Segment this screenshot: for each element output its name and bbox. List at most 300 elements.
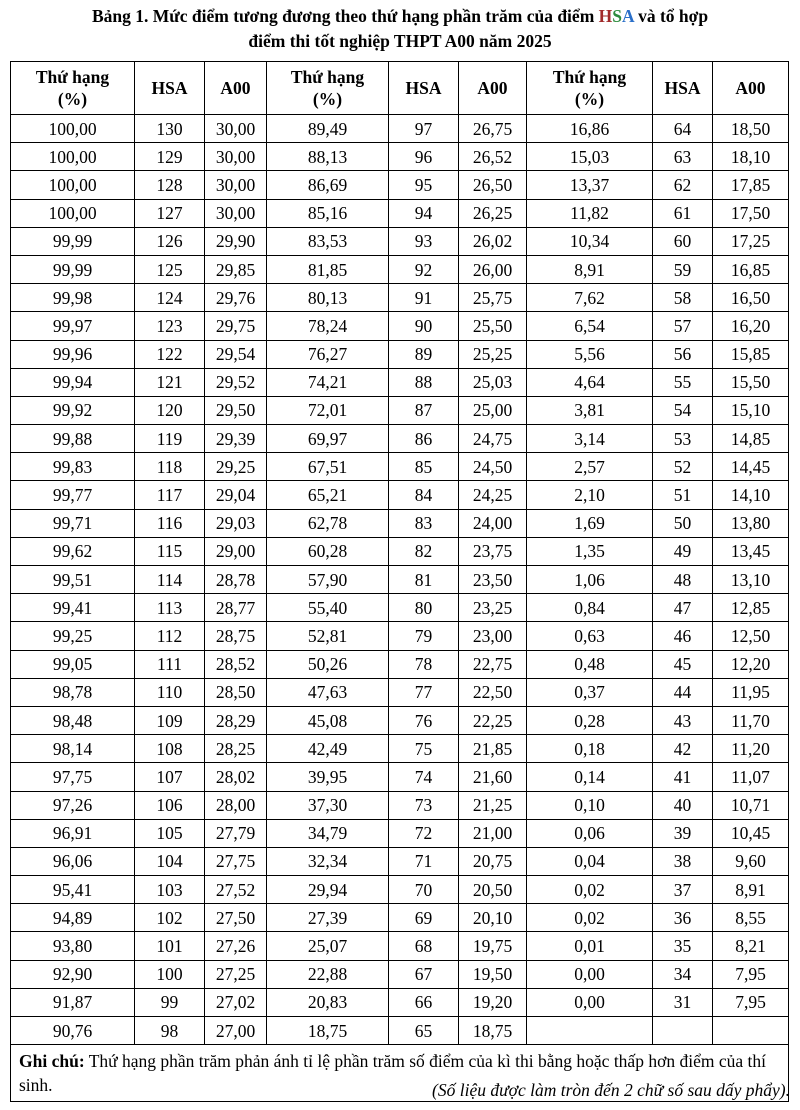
table-cell: 97 bbox=[389, 115, 459, 143]
table-cell: 14,10 bbox=[713, 481, 789, 509]
table-cell: 9,60 bbox=[713, 847, 789, 875]
table-cell: 62 bbox=[653, 171, 713, 199]
table-cell: 98,48 bbox=[11, 706, 135, 734]
table-cell: 29,76 bbox=[205, 284, 267, 312]
table-cell: 99,96 bbox=[11, 340, 135, 368]
table-cell: 19,50 bbox=[459, 960, 527, 988]
table-cell: 86,69 bbox=[267, 171, 389, 199]
table-row bbox=[11, 171, 789, 199]
table-cell: 98,14 bbox=[11, 735, 135, 763]
table-cell: 10,34 bbox=[527, 227, 653, 255]
table-cell: 129 bbox=[135, 143, 205, 171]
table-cell: 80 bbox=[389, 594, 459, 622]
table-cell: 22,25 bbox=[459, 706, 527, 734]
table-cell: 27,25 bbox=[205, 960, 267, 988]
table-cell: 22,50 bbox=[459, 678, 527, 706]
table-cell: 1,06 bbox=[527, 566, 653, 594]
table-row bbox=[11, 819, 789, 847]
table-cell: 11,95 bbox=[713, 678, 789, 706]
table-cell: 29,75 bbox=[205, 312, 267, 340]
table-cell: 99,99 bbox=[11, 227, 135, 255]
table-cell: 98 bbox=[135, 1017, 205, 1045]
table-cell: 15,50 bbox=[713, 368, 789, 396]
table-row bbox=[11, 453, 789, 481]
table-cell: 1,35 bbox=[527, 537, 653, 565]
table-cell: 0,10 bbox=[527, 791, 653, 819]
table-cell: 99,25 bbox=[11, 622, 135, 650]
table-cell: 99,98 bbox=[11, 284, 135, 312]
table-cell: 89 bbox=[389, 340, 459, 368]
table-row bbox=[11, 594, 789, 622]
table-cell: 34,79 bbox=[267, 819, 389, 847]
table-cell: 0,18 bbox=[527, 735, 653, 763]
table-cell: 50,26 bbox=[267, 650, 389, 678]
table-cell: 15,10 bbox=[713, 396, 789, 424]
column-header-label: HSA bbox=[151, 78, 188, 98]
table-cell: 2,57 bbox=[527, 453, 653, 481]
table-cell: 15,85 bbox=[713, 340, 789, 368]
table-cell: 128 bbox=[135, 171, 205, 199]
table-cell: 90,76 bbox=[11, 1017, 135, 1045]
table-cell: 0,37 bbox=[527, 678, 653, 706]
table-cell: 30,00 bbox=[205, 115, 267, 143]
table-cell: 117 bbox=[135, 481, 205, 509]
table-cell: 119 bbox=[135, 425, 205, 453]
table-cell: 55 bbox=[653, 368, 713, 396]
table-cell: 82 bbox=[389, 537, 459, 565]
table-cell: 23,00 bbox=[459, 622, 527, 650]
column-header-unit: (%) bbox=[574, 89, 605, 109]
table-cell: 72 bbox=[389, 819, 459, 847]
table-cell: 112 bbox=[135, 622, 205, 650]
table-cell: 108 bbox=[135, 735, 205, 763]
table-cell: 67,51 bbox=[267, 453, 389, 481]
table-cell: 13,37 bbox=[527, 171, 653, 199]
table-cell: 97,75 bbox=[11, 763, 135, 791]
table-cell: 28,02 bbox=[205, 763, 267, 791]
table-header-row bbox=[11, 62, 789, 115]
table-cell: 34 bbox=[653, 960, 713, 988]
table-cell: 126 bbox=[135, 227, 205, 255]
title-hsa-s: S bbox=[612, 6, 623, 26]
table-row bbox=[11, 847, 789, 875]
table-cell: 74,21 bbox=[267, 368, 389, 396]
table-cell: 53 bbox=[653, 425, 713, 453]
table-cell: 2,10 bbox=[527, 481, 653, 509]
table-cell: 73 bbox=[389, 791, 459, 819]
table-cell: 42,49 bbox=[267, 735, 389, 763]
table-cell: 18,75 bbox=[459, 1017, 527, 1045]
table-cell: 0,01 bbox=[527, 932, 653, 960]
table-cell: 52,81 bbox=[267, 622, 389, 650]
table-cell: 28,50 bbox=[205, 678, 267, 706]
column-header-label: Thứ hạng bbox=[290, 67, 365, 87]
table-cell: 30,00 bbox=[205, 199, 267, 227]
table-cell: 20,10 bbox=[459, 904, 527, 932]
column-header bbox=[267, 62, 389, 115]
table-cell: 99,05 bbox=[11, 650, 135, 678]
table-row bbox=[11, 368, 789, 396]
table-cell: 51 bbox=[653, 481, 713, 509]
table-cell: 103 bbox=[135, 876, 205, 904]
table-cell: 16,86 bbox=[527, 115, 653, 143]
title-suffix: và tổ hợp bbox=[633, 6, 709, 26]
table-cell: 21,00 bbox=[459, 819, 527, 847]
table-cell: 93,80 bbox=[11, 932, 135, 960]
table-cell: 35 bbox=[653, 932, 713, 960]
table-cell: 79 bbox=[389, 622, 459, 650]
table-cell: 120 bbox=[135, 396, 205, 424]
table-cell: 87 bbox=[389, 396, 459, 424]
table-cell: 23,25 bbox=[459, 594, 527, 622]
table-cell: 83,53 bbox=[267, 227, 389, 255]
table-cell: 127 bbox=[135, 199, 205, 227]
table-cell: 8,55 bbox=[713, 904, 789, 932]
column-header-label: A00 bbox=[477, 78, 508, 98]
table-cell: 0,84 bbox=[527, 594, 653, 622]
table-cell: 25,00 bbox=[459, 396, 527, 424]
column-header bbox=[459, 62, 527, 115]
table-cell: 13,80 bbox=[713, 509, 789, 537]
table-cell: 21,60 bbox=[459, 763, 527, 791]
table-cell: 55,40 bbox=[267, 594, 389, 622]
table-cell: 99,94 bbox=[11, 368, 135, 396]
table-cell: 26,25 bbox=[459, 199, 527, 227]
title-line-1 bbox=[0, 4, 800, 29]
table-cell: 69,97 bbox=[267, 425, 389, 453]
table-cell: 81,85 bbox=[267, 255, 389, 283]
table-cell: 0,63 bbox=[527, 622, 653, 650]
table-cell: 124 bbox=[135, 284, 205, 312]
column-header bbox=[135, 62, 205, 115]
table-cell: 16,85 bbox=[713, 255, 789, 283]
table-row bbox=[11, 537, 789, 565]
table-row bbox=[11, 763, 789, 791]
table-row bbox=[11, 509, 789, 537]
table-cell: 50 bbox=[653, 509, 713, 537]
table-cell: 25,03 bbox=[459, 368, 527, 396]
table-cell: 12,85 bbox=[713, 594, 789, 622]
table-cell: 98,78 bbox=[11, 678, 135, 706]
table-cell: 27,00 bbox=[205, 1017, 267, 1045]
table-cell: 8,91 bbox=[527, 255, 653, 283]
table-row bbox=[11, 735, 789, 763]
table-cell: 45 bbox=[653, 650, 713, 678]
table-cell: 57,90 bbox=[267, 566, 389, 594]
table-cell: 0,00 bbox=[527, 988, 653, 1016]
table-cell: 89,49 bbox=[267, 115, 389, 143]
table-cell: 72,01 bbox=[267, 396, 389, 424]
table-cell: 46 bbox=[653, 622, 713, 650]
table-cell: 75 bbox=[389, 735, 459, 763]
table-cell: 125 bbox=[135, 255, 205, 283]
table-cell: 5,56 bbox=[527, 340, 653, 368]
table-cell: 32,34 bbox=[267, 847, 389, 875]
table-cell: 48 bbox=[653, 566, 713, 594]
table-row bbox=[11, 227, 789, 255]
table-cell: 26,50 bbox=[459, 171, 527, 199]
table-cell: 3,14 bbox=[527, 425, 653, 453]
table-cell: 92,90 bbox=[11, 960, 135, 988]
table-cell: 38 bbox=[653, 847, 713, 875]
table-cell: 93 bbox=[389, 227, 459, 255]
table-cell: 22,75 bbox=[459, 650, 527, 678]
table-cell: 109 bbox=[135, 706, 205, 734]
table-cell: 28,78 bbox=[205, 566, 267, 594]
table-cell: 99,92 bbox=[11, 396, 135, 424]
table-row bbox=[11, 481, 789, 509]
table-cell: 28,25 bbox=[205, 735, 267, 763]
table-cell: 65,21 bbox=[267, 481, 389, 509]
column-header bbox=[11, 62, 135, 115]
table-cell: 7,62 bbox=[527, 284, 653, 312]
table-cell: 99,41 bbox=[11, 594, 135, 622]
table-cell: 100,00 bbox=[11, 171, 135, 199]
table-cell: 24,25 bbox=[459, 481, 527, 509]
table-cell: 29,39 bbox=[205, 425, 267, 453]
table-cell: 1,69 bbox=[527, 509, 653, 537]
table-cell: 113 bbox=[135, 594, 205, 622]
table-cell: 25,75 bbox=[459, 284, 527, 312]
table-cell: 7,95 bbox=[713, 960, 789, 988]
table-cell: 6,54 bbox=[527, 312, 653, 340]
table-cell: 26,00 bbox=[459, 255, 527, 283]
table-cell: 49 bbox=[653, 537, 713, 565]
table-cell: 36 bbox=[653, 904, 713, 932]
table-cell bbox=[527, 1017, 653, 1045]
table-cell: 29,04 bbox=[205, 481, 267, 509]
table-cell: 60 bbox=[653, 227, 713, 255]
table-cell: 26,52 bbox=[459, 143, 527, 171]
table-cell: 27,75 bbox=[205, 847, 267, 875]
table-cell: 29,25 bbox=[205, 453, 267, 481]
table-cell: 17,25 bbox=[713, 227, 789, 255]
table-cell: 8,91 bbox=[713, 876, 789, 904]
table-cell: 100 bbox=[135, 960, 205, 988]
table-cell: 41 bbox=[653, 763, 713, 791]
table-cell: 116 bbox=[135, 509, 205, 537]
table-cell: 100,00 bbox=[11, 115, 135, 143]
table-row bbox=[11, 255, 789, 283]
table-cell: 62,78 bbox=[267, 509, 389, 537]
table-row bbox=[11, 904, 789, 932]
table-cell: 64 bbox=[653, 115, 713, 143]
table-cell: 99,99 bbox=[11, 255, 135, 283]
table-cell: 0,06 bbox=[527, 819, 653, 847]
table-cell: 84 bbox=[389, 481, 459, 509]
table-cell: 0,02 bbox=[527, 876, 653, 904]
table-cell: 101 bbox=[135, 932, 205, 960]
table-cell: 67 bbox=[389, 960, 459, 988]
table-cell: 105 bbox=[135, 819, 205, 847]
table-row bbox=[11, 650, 789, 678]
table-cell: 19,20 bbox=[459, 988, 527, 1016]
table-cell: 54 bbox=[653, 396, 713, 424]
column-header bbox=[713, 62, 789, 115]
title-line-2: điểm thi tốt nghiệp THPT A00 năm 2025 bbox=[248, 31, 552, 51]
table-cell: 12,50 bbox=[713, 622, 789, 650]
column-header-label: A00 bbox=[735, 78, 766, 98]
table-cell: 106 bbox=[135, 791, 205, 819]
table-cell: 0,48 bbox=[527, 650, 653, 678]
score-equivalence-table bbox=[10, 61, 789, 1102]
table-cell: 118 bbox=[135, 453, 205, 481]
table-cell: 0,04 bbox=[527, 847, 653, 875]
table-cell: 99,51 bbox=[11, 566, 135, 594]
table-cell: 23,75 bbox=[459, 537, 527, 565]
table-row bbox=[11, 988, 789, 1016]
table-cell: 20,75 bbox=[459, 847, 527, 875]
table-cell: 12,20 bbox=[713, 650, 789, 678]
table-cell: 111 bbox=[135, 650, 205, 678]
table-cell: 97,26 bbox=[11, 791, 135, 819]
table-cell: 130 bbox=[135, 115, 205, 143]
table-cell: 29,50 bbox=[205, 396, 267, 424]
table-cell: 95 bbox=[389, 171, 459, 199]
table-cell: 96 bbox=[389, 143, 459, 171]
table-cell: 78 bbox=[389, 650, 459, 678]
table-cell: 7,95 bbox=[713, 988, 789, 1016]
table-cell: 77 bbox=[389, 678, 459, 706]
table-cell: 27,50 bbox=[205, 904, 267, 932]
column-header-label: HSA bbox=[664, 78, 701, 98]
table-row bbox=[11, 425, 789, 453]
note-label: Ghi chú: bbox=[19, 1051, 85, 1072]
table-cell: 94 bbox=[389, 199, 459, 227]
table-cell: 18,50 bbox=[713, 115, 789, 143]
table-cell: 114 bbox=[135, 566, 205, 594]
table-cell: 44 bbox=[653, 678, 713, 706]
table-cell: 28,75 bbox=[205, 622, 267, 650]
table-cell: 99,83 bbox=[11, 453, 135, 481]
table-row bbox=[11, 340, 789, 368]
table-cell: 24,50 bbox=[459, 453, 527, 481]
table-row bbox=[11, 199, 789, 227]
table-cell: 45,08 bbox=[267, 706, 389, 734]
table-cell: 20,50 bbox=[459, 876, 527, 904]
table-row bbox=[11, 791, 789, 819]
table-row bbox=[11, 1017, 789, 1045]
table-cell: 28,00 bbox=[205, 791, 267, 819]
table-cell: 28,52 bbox=[205, 650, 267, 678]
table-cell: 11,07 bbox=[713, 763, 789, 791]
table-cell: 59 bbox=[653, 255, 713, 283]
table-cell: 31 bbox=[653, 988, 713, 1016]
table-cell: 0,02 bbox=[527, 904, 653, 932]
table-cell: 16,50 bbox=[713, 284, 789, 312]
table-cell: 95,41 bbox=[11, 876, 135, 904]
table-cell: 56 bbox=[653, 340, 713, 368]
table-cell: 99,88 bbox=[11, 425, 135, 453]
table-row bbox=[11, 566, 789, 594]
table-row bbox=[11, 706, 789, 734]
table-cell: 99,97 bbox=[11, 312, 135, 340]
table-cell: 11,70 bbox=[713, 706, 789, 734]
column-header-label: A00 bbox=[220, 78, 251, 98]
table-cell: 37 bbox=[653, 876, 713, 904]
title-prefix: Bảng 1. Mức điểm tương đương theo thứ hạng phần trăm của điểm bbox=[91, 6, 599, 26]
table-cell: 27,02 bbox=[205, 988, 267, 1016]
table-cell: 43 bbox=[653, 706, 713, 734]
table-cell: 13,45 bbox=[713, 537, 789, 565]
table-row bbox=[11, 312, 789, 340]
table-cell: 74 bbox=[389, 763, 459, 791]
table-cell: 121 bbox=[135, 368, 205, 396]
table-cell: 27,52 bbox=[205, 876, 267, 904]
table-cell: 16,20 bbox=[713, 312, 789, 340]
table-cell: 122 bbox=[135, 340, 205, 368]
table-cell: 60,28 bbox=[267, 537, 389, 565]
table-cell: 28,77 bbox=[205, 594, 267, 622]
table-cell: 26,75 bbox=[459, 115, 527, 143]
table-cell: 81 bbox=[389, 566, 459, 594]
table-cell: 17,50 bbox=[713, 199, 789, 227]
table-cell: 123 bbox=[135, 312, 205, 340]
column-header bbox=[389, 62, 459, 115]
table-row bbox=[11, 622, 789, 650]
table-cell: 29,54 bbox=[205, 340, 267, 368]
table-cell: 30,00 bbox=[205, 171, 267, 199]
column-header-unit: (%) bbox=[312, 89, 343, 109]
table-cell: 88 bbox=[389, 368, 459, 396]
table-cell: 110 bbox=[135, 678, 205, 706]
table-cell: 17,85 bbox=[713, 171, 789, 199]
table-cell: 29,90 bbox=[205, 227, 267, 255]
table-cell: 39,95 bbox=[267, 763, 389, 791]
table-cell: 11,82 bbox=[527, 199, 653, 227]
table-cell: 76 bbox=[389, 706, 459, 734]
table-cell: 91,87 bbox=[11, 988, 135, 1016]
table-cell: 4,64 bbox=[527, 368, 653, 396]
table-cell: 107 bbox=[135, 763, 205, 791]
column-header-label: Thứ hạng bbox=[552, 67, 627, 87]
table-cell: 29,52 bbox=[205, 368, 267, 396]
table-row bbox=[11, 284, 789, 312]
table-cell: 24,00 bbox=[459, 509, 527, 537]
column-header-label: HSA bbox=[405, 78, 442, 98]
table-cell: 19,75 bbox=[459, 932, 527, 960]
table-cell: 15,03 bbox=[527, 143, 653, 171]
table-cell: 14,85 bbox=[713, 425, 789, 453]
table-cell: 99,77 bbox=[11, 481, 135, 509]
table-cell: 21,25 bbox=[459, 791, 527, 819]
column-header bbox=[527, 62, 653, 115]
table-cell: 29,85 bbox=[205, 255, 267, 283]
table-cell: 94,89 bbox=[11, 904, 135, 932]
table-cell: 76,27 bbox=[267, 340, 389, 368]
table-cell: 80,13 bbox=[267, 284, 389, 312]
table-title bbox=[0, 4, 800, 54]
table-cell: 85,16 bbox=[267, 199, 389, 227]
table-cell: 0,14 bbox=[527, 763, 653, 791]
table-cell: 24,75 bbox=[459, 425, 527, 453]
table-cell bbox=[713, 1017, 789, 1045]
table-cell: 25,07 bbox=[267, 932, 389, 960]
table-row bbox=[11, 115, 789, 143]
table-cell: 39 bbox=[653, 819, 713, 847]
table-row bbox=[11, 678, 789, 706]
table-cell: 11,20 bbox=[713, 735, 789, 763]
table-cell: 92 bbox=[389, 255, 459, 283]
table-cell: 18,75 bbox=[267, 1017, 389, 1045]
table-cell: 57 bbox=[653, 312, 713, 340]
table-cell: 14,45 bbox=[713, 453, 789, 481]
title-hsa-a: A bbox=[622, 6, 634, 26]
table-cell: 66 bbox=[389, 988, 459, 1016]
table-cell: 83 bbox=[389, 509, 459, 537]
table-cell: 63 bbox=[653, 143, 713, 171]
table-cell: 100,00 bbox=[11, 143, 135, 171]
